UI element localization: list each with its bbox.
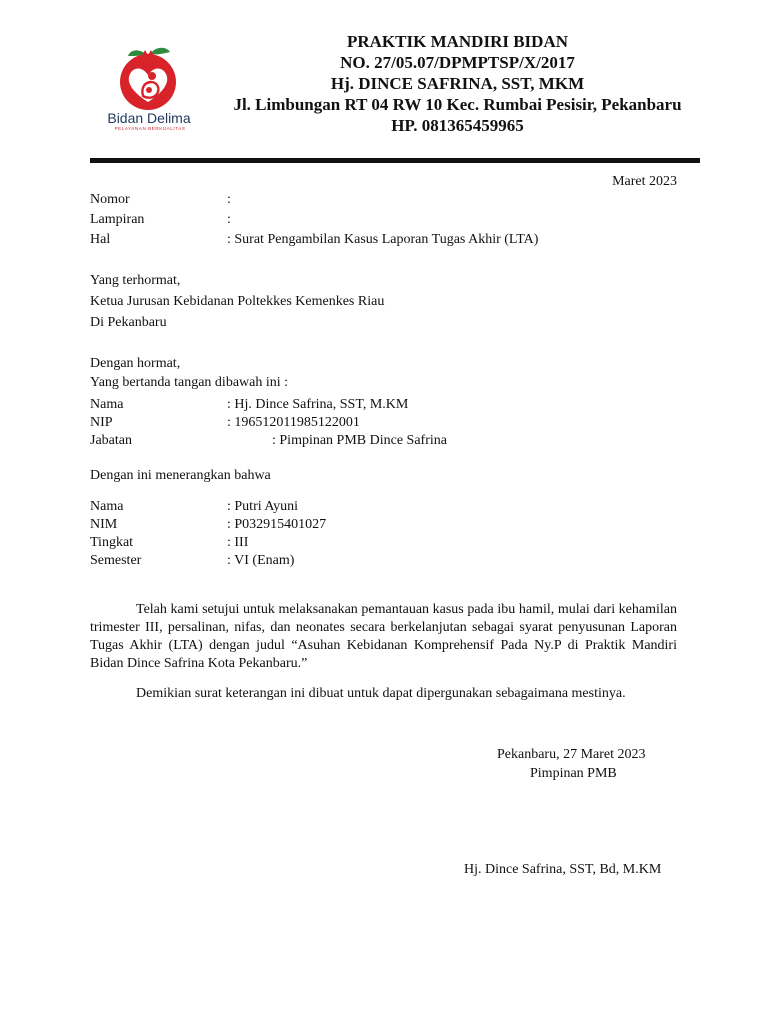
letterhead-registration: NO. 27/05.07/DPMPTSP/X/2017 [340,53,575,72]
letter-date: Maret 2023 [612,174,677,189]
signer-value-jabatan: : Pimpinan PMB Dince Safrina [272,433,447,448]
statement-intro: Dengan ini menerangkan bahwa [90,468,271,483]
student-value-nama: : Putri Ayuni [227,499,299,514]
signer-intro: Yang bertanda tangan dibawah ini : [90,375,289,390]
logo-name: Bidan Delima [107,110,191,126]
meta-value-hal: : Surat Pengambilan Kasus Laporan Tugas Akhir (LTA) [227,232,539,247]
signer-value-nip: : 196512011985122001 [227,415,360,430]
closing-sentence: Demikian surat keterangan ini dibuat untuk dapat dipergunakan sebagaimana mestinya. [136,686,626,701]
signer-value-nama: : Hj. Dince Safrina, SST, M.KM [227,397,409,412]
signature-role: Pimpinan PMB [530,766,617,781]
bidan-delima-logo [108,46,192,136]
meta-value-lampiran: : [227,212,231,227]
signer-label-jabatan: Jabatan [90,433,132,448]
letterhead-divider [90,158,700,163]
greeting: Dengan hormat, [90,356,181,371]
recipient-name: Ketua Jurusan Kebidanan Poltekkes Kemenkes Riau [90,294,385,309]
letterhead-title: PRAKTIK MANDIRI BIDAN [346,32,568,51]
signature-place-date: Pekanbaru, 27 Maret 2023 [497,747,646,762]
logo-tagline: PELAYANAN BERKUALITAS [114,126,186,131]
recipient-location: Di Pekanbaru [90,315,167,330]
student-value-tingkat: : III [227,535,249,550]
letterhead-phone: HP. 081365459965 [391,116,524,135]
student-value-semester: : VI (Enam) [227,553,295,568]
student-label-nama: Nama [90,499,124,514]
pomegranate-mother-child-icon [108,46,192,112]
student-label-nim: NIM [90,517,118,532]
letterhead-address: Jl. Limbungan RT 04 RW 10 Kec. Rumbai Pesisir, Pekanbaru [233,95,682,114]
meta-label-nomor: Nomor [90,192,130,207]
letterhead-owner: Hj. DINCE SAFRINA, SST, MKM [330,74,585,93]
recipient-salutation: Yang terhormat, [90,273,181,288]
body-paragraph-text: Telah kami setujui untuk melaksanakan pemantauan kasus pada ibu hamil, mulai dari kehamilan trimester III, persalinan, nifas, dan neonates secara berkelanjutan sebagai syarat penyusunan Laporan Tugas Akhir (LTA) dengan judul “Asuhan Kebidanan Komprehensif Pada Ny.P di Praktik Mandiri Bidan Dince Safrina Kota Pekanbaru.” [90,602,677,671]
meta-value-nomor: : [227,192,231,207]
meta-label-lampiran: Lampiran [90,212,145,227]
student-label-semester: Semester [90,553,142,568]
student-value-nim: : P032915401027 [227,517,327,532]
meta-label-hal: Hal [90,232,111,247]
signer-label-nip: NIP [90,415,113,430]
student-label-tingkat: Tingkat [90,535,134,550]
body-paragraph [90,601,677,673]
signature-name: Hj. Dince Safrina, SST, Bd, M.KM [464,862,662,877]
signer-label-nama: Nama [90,397,124,412]
